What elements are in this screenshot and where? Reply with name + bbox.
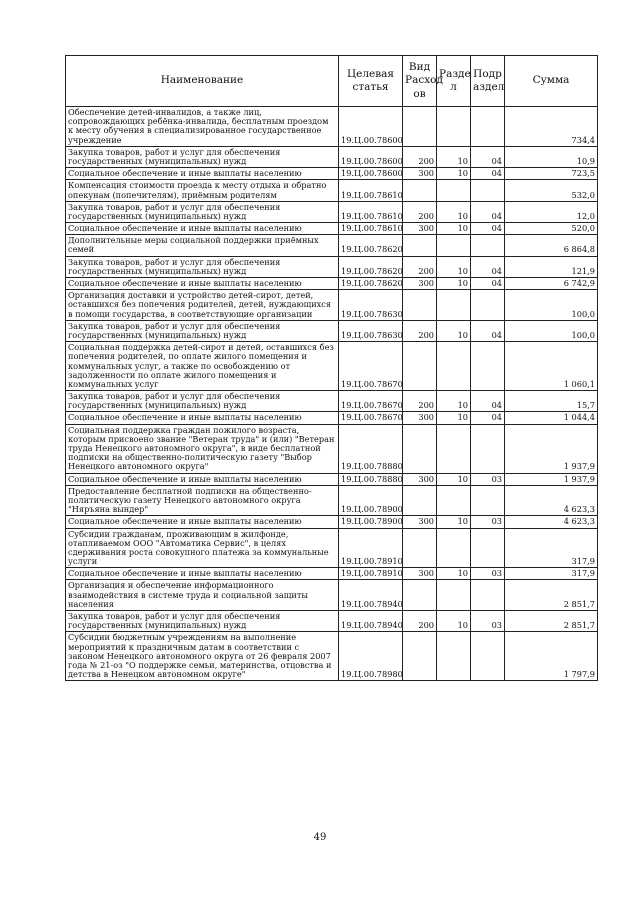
cell-podrazdel: 04 <box>471 320 505 341</box>
cell-name: Обеспечение детей-инвалидов, а также лиц, сопровождающих ребёнка-инвалида, бесплатным проездом к месту обучения в специализированное государственное учреждение <box>66 107 339 147</box>
cell-sum: 100,0 <box>505 320 598 341</box>
cell-podrazdel <box>471 180 505 201</box>
table-row <box>66 342 598 391</box>
cell-name: Социальное обеспечение и иные выплаты населению <box>66 473 339 485</box>
cell-sum: 6 742,9 <box>505 278 598 290</box>
table-row <box>66 568 598 580</box>
cell-razdel: 10 <box>437 256 471 277</box>
cell-podrazdel: 04 <box>471 146 505 167</box>
cell-sum: 1 797,9 <box>505 632 598 681</box>
cell-vid: 300 <box>403 278 437 290</box>
cell-sum: 520,0 <box>505 223 598 235</box>
table-row <box>66 290 598 321</box>
cell-razdel <box>437 528 471 568</box>
cell-podrazdel <box>471 235 505 256</box>
cell-target: 19.Ц.00.78610 <box>339 180 403 201</box>
cell-razdel <box>437 632 471 681</box>
table-row <box>66 580 598 611</box>
cell-podrazdel <box>471 107 505 147</box>
cell-sum: 121,9 <box>505 256 598 277</box>
cell-sum: 1 044,4 <box>505 412 598 424</box>
cell-name: Социальное обеспечение и иные выплаты населению <box>66 278 339 290</box>
cell-sum: 4 623,3 <box>505 516 598 528</box>
table-row <box>66 107 598 147</box>
table-row <box>66 485 598 516</box>
cell-podrazdel <box>471 342 505 391</box>
cell-name: Закупка товаров, работ и услуг для обеспечения государственных (муниципальных) нужд <box>66 201 339 222</box>
cell-name: Организация доставки и устройство детей-сирот, детей, оставшихся без попечения родителей, детей, нуждающихся в помощи государства, в соответствующие организации <box>66 290 339 321</box>
cell-razdel <box>437 342 471 391</box>
table-row <box>66 235 598 256</box>
cell-vid <box>403 424 437 473</box>
cell-razdel <box>437 235 471 256</box>
cell-target: 19.Ц.00.78910 <box>339 568 403 580</box>
table-row <box>66 278 598 290</box>
cell-podrazdel: 04 <box>471 201 505 222</box>
cell-podrazdel <box>471 290 505 321</box>
cell-vid: 300 <box>403 516 437 528</box>
cell-sum: 723,5 <box>505 168 598 180</box>
budget-sheet <box>65 55 597 681</box>
cell-target: 19.Ц.00.78980 <box>339 632 403 681</box>
cell-target: 19.Ц.00.78880 <box>339 424 403 473</box>
cell-razdel: 10 <box>437 146 471 167</box>
cell-razdel: 10 <box>437 611 471 632</box>
cell-target: 19.Ц.00.78600 <box>339 168 403 180</box>
table-row <box>66 412 598 424</box>
cell-name: Социальное обеспечение и иные выплаты населению <box>66 568 339 580</box>
cell-target: 19.Ц.00.78620 <box>339 256 403 277</box>
cell-sum: 532,0 <box>505 180 598 201</box>
cell-name: Закупка товаров, работ и услуг для обеспечения государственных (муниципальных) нужд <box>66 391 339 412</box>
cell-name: Социальная поддержка граждан пожилого возраста, которым присвоено звание "Ветеран труда" и (или) "Ветеран труда Ненецкого автономного округа", в виде бесплатной подписки на общественно-политическую газету "Выбор Ненецкого автономного округа" <box>66 424 339 473</box>
cell-target: 19.Ц.00.78600 <box>339 146 403 167</box>
cell-podrazdel: 03 <box>471 473 505 485</box>
cell-name: Социальная поддержка детей-сирот и детей, оставшихся без попечения родителей, по оплате жилого помещения и коммунальных услуг, а также по освобождению от задолженности по оплате жилого помещения и коммунальных услуг <box>66 342 339 391</box>
cell-razdel <box>437 107 471 147</box>
cell-razdel: 10 <box>437 320 471 341</box>
cell-razdel: 10 <box>437 278 471 290</box>
table-row <box>66 473 598 485</box>
cell-vid: 300 <box>403 568 437 580</box>
cell-target: 19.Ц.00.78630 <box>339 290 403 321</box>
cell-razdel <box>437 290 471 321</box>
cell-target: 19.Ц.00.78910 <box>339 528 403 568</box>
cell-podrazdel <box>471 632 505 681</box>
table-row <box>66 201 598 222</box>
cell-target: 19.Ц.00.78940 <box>339 611 403 632</box>
cell-target: 19.Ц.00.78610 <box>339 201 403 222</box>
header-razdel: Разде л <box>437 56 471 107</box>
cell-name: Закупка товаров, работ и услуг для обеспечения государственных (муниципальных) нужд <box>66 611 339 632</box>
cell-podrazdel: 04 <box>471 391 505 412</box>
cell-name: Социальное обеспечение и иные выплаты населению <box>66 223 339 235</box>
cell-name: Субсидии гражданам, проживающим в жилфонде, отапливаемом ООО "Автоматика Сервис", в целях сдерживания роста совокупного платежа за коммунальные услуги <box>66 528 339 568</box>
cell-razdel: 10 <box>437 473 471 485</box>
table-row <box>66 632 598 681</box>
cell-razdel <box>437 424 471 473</box>
cell-name: Субсидии бюджетным учреждениям на выполнение мероприятий к праздничным датам в соответствии с законом Ненецкого автономного округа от 26 февраля 2007 года № 21-оз "О поддержке семьи, материнства, отцовства и детства в Ненецком автономном округе" <box>66 632 339 681</box>
header-target: Целевая статья <box>339 56 403 107</box>
cell-vid: 300 <box>403 412 437 424</box>
cell-razdel <box>437 180 471 201</box>
cell-target: 19.Ц.00.78900 <box>339 516 403 528</box>
table-row <box>66 424 598 473</box>
table-header-row <box>66 56 598 107</box>
cell-vid <box>403 485 437 516</box>
cell-sum: 4 623,3 <box>505 485 598 516</box>
cell-vid: 200 <box>403 146 437 167</box>
header-vid: Вид Расход ов <box>403 56 437 107</box>
cell-vid: 200 <box>403 391 437 412</box>
table-row <box>66 391 598 412</box>
cell-sum: 10,9 <box>505 146 598 167</box>
cell-name: Социальное обеспечение и иные выплаты населению <box>66 412 339 424</box>
cell-razdel <box>437 485 471 516</box>
cell-name: Закупка товаров, работ и услуг для обеспечения государственных (муниципальных) нужд <box>66 256 339 277</box>
table-row <box>66 256 598 277</box>
page-number: 49 <box>313 832 327 843</box>
cell-podrazdel <box>471 528 505 568</box>
cell-vid <box>403 580 437 611</box>
cell-vid <box>403 107 437 147</box>
cell-podrazdel <box>471 424 505 473</box>
cell-name: Закупка товаров, работ и услуг для обеспечения государственных (муниципальных) нужд <box>66 320 339 341</box>
cell-name: Организация и обеспечение информационного взаимодействия в системе труда и социальной защиты населения <box>66 580 339 611</box>
cell-podrazdel: 03 <box>471 568 505 580</box>
cell-vid <box>403 180 437 201</box>
cell-razdel: 10 <box>437 168 471 180</box>
cell-name: Предоставление бесплатной подписки на общественно-политическую газету Ненецкого автономного округа "Няръяна вындер" <box>66 485 339 516</box>
table-row <box>66 223 598 235</box>
header-podrazdel: Подр аздел <box>471 56 505 107</box>
cell-podrazdel <box>471 485 505 516</box>
cell-vid <box>403 528 437 568</box>
cell-razdel: 10 <box>437 391 471 412</box>
cell-target: 19.Ц.00.78940 <box>339 580 403 611</box>
cell-razdel <box>437 580 471 611</box>
cell-razdel: 10 <box>437 201 471 222</box>
cell-vid: 300 <box>403 223 437 235</box>
cell-sum: 15,7 <box>505 391 598 412</box>
cell-target: 19.Ц.00.78630 <box>339 320 403 341</box>
budget-table <box>65 55 598 681</box>
cell-sum: 317,9 <box>505 528 598 568</box>
cell-target: 19.Ц.00.78600 <box>339 107 403 147</box>
cell-vid: 200 <box>403 201 437 222</box>
cell-vid <box>403 342 437 391</box>
cell-vid <box>403 235 437 256</box>
cell-target: 19.Ц.00.78670 <box>339 412 403 424</box>
cell-sum: 2 851,7 <box>505 611 598 632</box>
cell-podrazdel: 03 <box>471 516 505 528</box>
cell-sum: 12,0 <box>505 201 598 222</box>
cell-sum: 6 864,8 <box>505 235 598 256</box>
table-row <box>66 320 598 341</box>
cell-razdel: 10 <box>437 516 471 528</box>
table-row <box>66 516 598 528</box>
header-sum: Сумма <box>505 56 598 107</box>
cell-target: 19.Ц.00.78670 <box>339 342 403 391</box>
cell-name: Компенсация стоимости проезда к месту отдыха и обратно опекунам (попечителям), приёмным родителям <box>66 180 339 201</box>
table-body <box>66 107 598 681</box>
cell-name: Закупка товаров, работ и услуг для обеспечения государственных (муниципальных) нужд <box>66 146 339 167</box>
cell-vid <box>403 290 437 321</box>
cell-podrazdel <box>471 580 505 611</box>
cell-target: 19.Ц.00.78620 <box>339 235 403 256</box>
cell-podrazdel: 04 <box>471 168 505 180</box>
table-row <box>66 180 598 201</box>
cell-podrazdel: 04 <box>471 412 505 424</box>
cell-podrazdel: 04 <box>471 256 505 277</box>
table-row <box>66 611 598 632</box>
cell-name: Социальное обеспечение и иные выплаты населению <box>66 516 339 528</box>
cell-sum: 1 937,9 <box>505 473 598 485</box>
cell-vid: 200 <box>403 611 437 632</box>
cell-vid: 300 <box>403 168 437 180</box>
cell-target: 19.Ц.00.78880 <box>339 473 403 485</box>
cell-razdel: 10 <box>437 223 471 235</box>
table-row <box>66 168 598 180</box>
cell-sum: 1 060,1 <box>505 342 598 391</box>
cell-name: Социальное обеспечение и иные выплаты населению <box>66 168 339 180</box>
table-row <box>66 146 598 167</box>
cell-sum: 317,9 <box>505 568 598 580</box>
cell-sum: 734,4 <box>505 107 598 147</box>
cell-razdel: 10 <box>437 568 471 580</box>
cell-vid: 200 <box>403 320 437 341</box>
cell-sum: 1 937,9 <box>505 424 598 473</box>
cell-vid: 300 <box>403 473 437 485</box>
cell-target: 19.Ц.00.78620 <box>339 278 403 290</box>
cell-name: Дополнительные меры социальной поддержки приёмных семей <box>66 235 339 256</box>
cell-target: 19.Ц.00.78670 <box>339 391 403 412</box>
cell-vid: 200 <box>403 256 437 277</box>
cell-target: 19.Ц.00.78610 <box>339 223 403 235</box>
cell-vid <box>403 632 437 681</box>
cell-target: 19.Ц.00.78900 <box>339 485 403 516</box>
cell-sum: 100,0 <box>505 290 598 321</box>
cell-podrazdel: 04 <box>471 278 505 290</box>
header-name: Наименование <box>66 56 339 107</box>
cell-sum: 2 851,7 <box>505 580 598 611</box>
cell-podrazdel: 03 <box>471 611 505 632</box>
cell-razdel: 10 <box>437 412 471 424</box>
cell-podrazdel: 04 <box>471 223 505 235</box>
table-row <box>66 528 598 568</box>
